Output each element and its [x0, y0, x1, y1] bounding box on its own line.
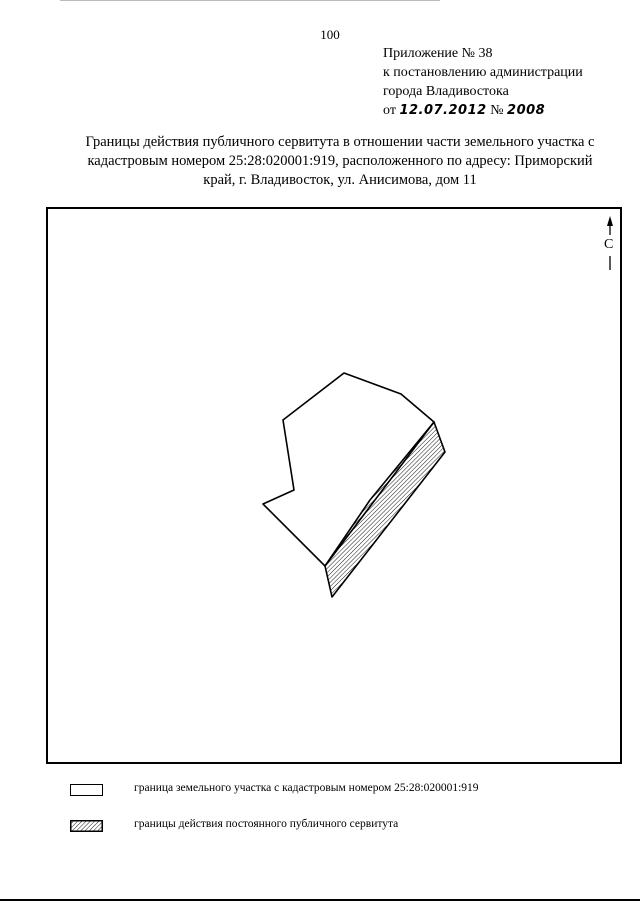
handwritten-date: 12.07.2012: [399, 103, 487, 118]
appendix-decree-line: к постановлению администрации: [383, 65, 583, 80]
handwritten-number: 2008: [507, 103, 546, 118]
north-label: С: [604, 237, 614, 252]
title-line-2: кадастровым номером 25:28:020001:919, расположенного по адресу: Приморский: [87, 153, 593, 169]
title-line-3: край, г. Владивосток, ул. Анисимова, дом 11: [203, 172, 477, 188]
legend-swatch-parcel: [70, 784, 103, 796]
legend-label-parcel: граница земельного участка с кадастровым номером 25:28:020001:919: [134, 782, 479, 794]
servitude-area: [325, 422, 445, 597]
appendix-title: Приложение № 38: [383, 46, 493, 61]
page-bottom-edge: [0, 899, 640, 901]
appendix-city-line: города Владивостока: [383, 84, 509, 99]
date-prefix: от: [383, 103, 396, 118]
title-line-1: Границы действия публичного сервитута в отношении части земельного участка с: [85, 134, 595, 150]
legend-swatch-servitude: [70, 820, 103, 832]
page-number: 100: [320, 27, 340, 42]
legend-label-servitude: границы действия постоянного публичного сервитута: [134, 818, 399, 830]
number-prefix: №: [490, 103, 504, 118]
